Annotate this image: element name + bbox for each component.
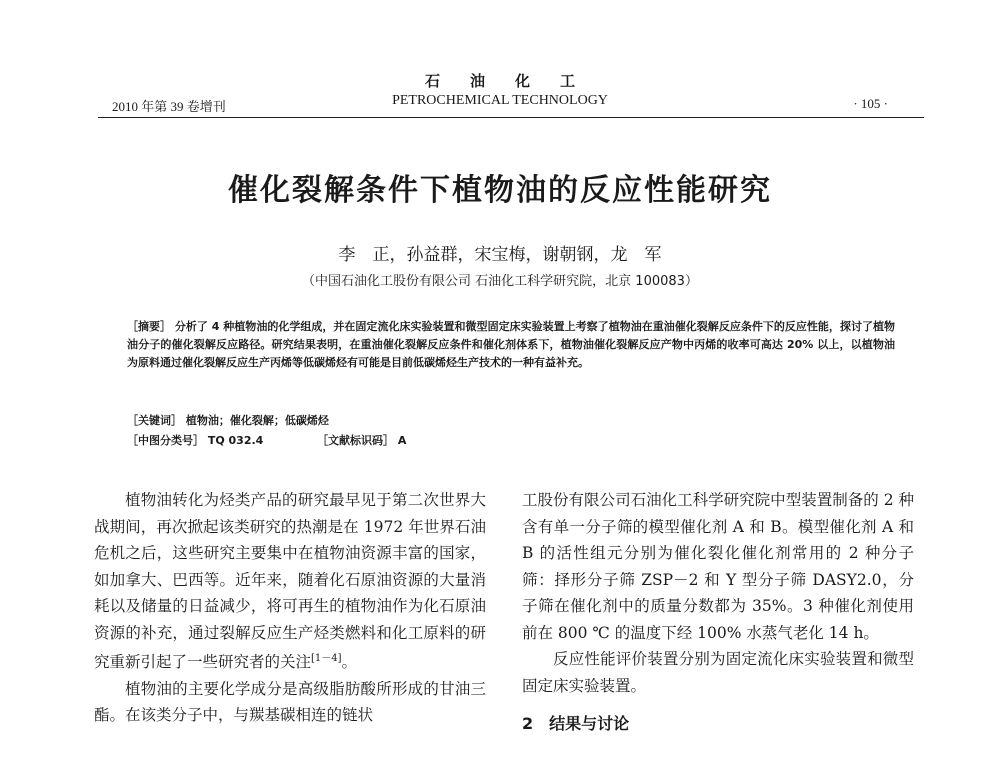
page-number: · 105 · — [853, 96, 888, 111]
abstract — [127, 318, 895, 372]
section-heading: 2 结果与讨论 — [522, 714, 630, 733]
paragraph: 植物油的主要化学成分是高级脂肪酸所形成的甘油三酯。在该类分子中，与羰基碳相连的链状 — [94, 679, 486, 725]
citation: [1－4] — [311, 653, 342, 664]
keywords-tag: ［关键词］ — [127, 414, 182, 427]
paragraph: 反应性能评价装置分别为固定流化床实验装置和微型固定床实验装置。 — [522, 650, 914, 695]
keywords-text: 植物油；催化裂解；低碳烯烃 — [185, 414, 329, 427]
classification — [127, 432, 407, 448]
issue-info: 2010 年第 39 卷增刊 — [112, 99, 226, 114]
abstract-tag: ［摘要］ — [127, 320, 172, 333]
journal-name-cn: 石油化工 — [424, 72, 605, 90]
paragraph: 植物油转化为烃类产品的研究最早见于第二次世界大战期间，再次掀起该类研究的热潮是在 1972 年世界石油危机之后，这些研究主要集中在植物油资源丰富的国家，如加拿大、巴西等。近年来，随着化石原油资源的大量消耗以及储量的日益减少，将可再生的植物油作为化石原油资源的补充，通过裂解反应生产烃类燃料和化工原料的研究重新引起了一些研究者的关注[1－4]。 — [94, 491, 486, 672]
header-rule — [98, 117, 924, 118]
keywords — [127, 412, 329, 428]
authors: 李 正，孙益群，宋宝梅，谢朝钢，龙 军 — [338, 245, 662, 265]
docid-tag: ［文献标识码］ — [317, 434, 394, 447]
journal-name-en: PETROCHEMICAL TECHNOLOGY — [392, 93, 608, 108]
body-right-column — [522, 487, 914, 738]
article-title: 催化裂解条件下植物油的反应性能研究 — [228, 173, 772, 208]
docid: A — [397, 434, 407, 447]
class-code: TQ 032.4 — [207, 434, 264, 447]
paragraph: 工股份有限公司石油化工科学研究院中型装置制备的 2 种含有单一分子筛的模型催化剂 A 和 B。模型催化剂 A 和 B 的活性组元分别为催化裂化催化剂常用的 2 种分子筛：择形分子筛 ZSP－2 和 Y 型分子筛 DASY2.0，分子筛在催化剂中的质量分数都为 35%。3 种催化剂使用前在 800 ℃ 的温度下经 100% 水蒸气老化 14 h。 — [522, 491, 914, 642]
class-tag: ［中图分类号］ — [127, 434, 204, 447]
abstract-text: 分析了 4 种植物油的化学组成，并在固定流化床实验装置和微型固定床实验装置上考察了植物油在重油催化裂解反应条件下的反应性能，探讨了植物油分子的催化裂解反应路径。研究结果表明，在重油催化裂解反应条件和催化剂体系下，植物油催化裂解反应产物中丙烯的收率可高达 20% 以上，以植物油为原料通过催化裂解反应生产丙烯等低碳烯烃有可能是目前低碳烯烃生产技术的一种有益补充。 — [127, 320, 895, 369]
body-left-column — [94, 487, 486, 729]
affiliation: （中国石油化工股份有限公司 石油化工科学研究院，北京 100083） — [302, 274, 698, 289]
